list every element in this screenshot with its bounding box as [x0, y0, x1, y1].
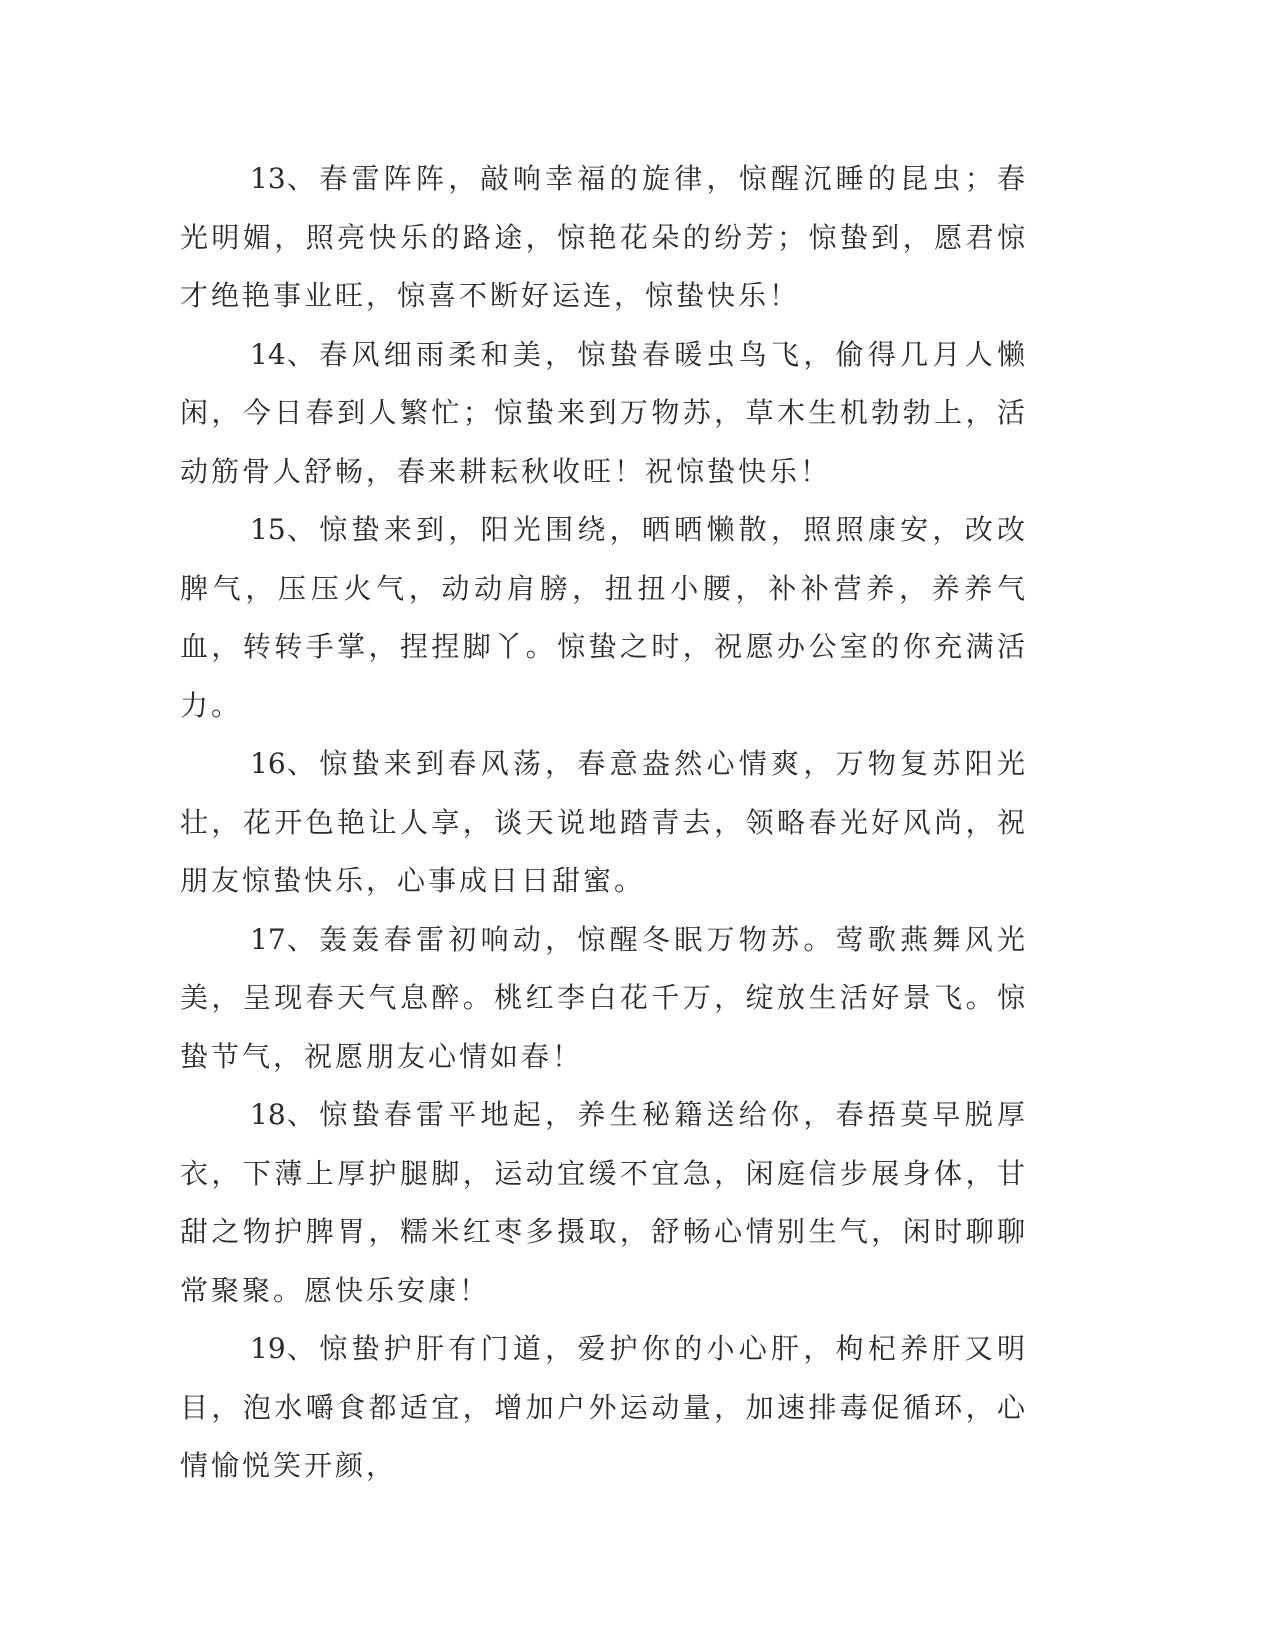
paragraph-number: 17	[250, 922, 286, 956]
paragraph-text: 、惊蛰来到春风荡，春意盎然心情爽，万物复苏阳光壮，花开色艳让人享，谈天说地踏青去，领略春光好风尚，祝朋友惊蛰快乐，心事成日日甜蜜。	[180, 747, 1028, 897]
paragraph-text: 、惊蛰春雷平地起，养生秘籍送给你，春捂莫早脱厚衣，下薄上厚护腿脚，运动宜缓不宜急，闲庭信步展身体，甘甜之物护脾胃，糯米红枣多摄取，舒畅心情别生气，闲时聊聊常聚聚。愿快乐安康！	[180, 1098, 1028, 1307]
paragraph-16	[180, 735, 1028, 911]
paragraph-number: 13	[250, 162, 286, 195]
paragraph-text: 、轰轰春雷初响动，惊醒冬眠万物苏。莺歌燕舞风光美，呈现春天气息醉。桃红李白花千万，绽放生活好景飞。惊蛰节气，祝愿朋友心情如春！	[180, 922, 1028, 1073]
document-body	[180, 150, 1028, 1496]
paragraph-15	[180, 501, 1028, 735]
paragraph-13	[180, 150, 1028, 326]
paragraph-text: 、惊蛰护肝有门道，爱护你的小心肝，枸杞养肝又明目，泡水嚼食都适宜，增加户外运动量，加速排毒促循环，心情愉悦笑开颜，	[180, 1332, 1028, 1482]
paragraph-17	[180, 911, 1028, 1087]
paragraph-number: 14	[250, 337, 286, 371]
paragraph-number: 16	[250, 747, 286, 780]
paragraph-number: 15	[250, 513, 286, 546]
paragraph-text: 、惊蛰来到，阳光围绕，晒晒懒散，照照康安，改改脾气，压压火气，动动肩膀，扭扭小腰，补补营养，养养气血，转转手掌，捏捏脚丫。惊蛰之时，祝愿办公室的你充满活力。	[180, 513, 1028, 722]
paragraph-text: 、春雷阵阵，敲响幸福的旋律，惊醒沉睡的昆虫；春光明媚，照亮快乐的路途，惊艳花朵的纷芳；惊蛰到，愿君惊才绝艳事业旺，惊喜不断好运连，惊蛰快乐！	[180, 162, 1028, 312]
paragraph-19	[180, 1320, 1028, 1496]
paragraph-number: 18	[250, 1098, 286, 1131]
paragraph-14	[180, 326, 1028, 502]
paragraph-number: 19	[250, 1332, 286, 1365]
paragraph-text: 、春风细雨柔和美，惊蛰春暖虫鸟飞，偷得几月人懒闲，今日春到人繁忙；惊蛰来到万物苏，草木生机勃勃上，活动筋骨人舒畅，春来耕耘秋收旺！祝惊蛰快乐！	[180, 337, 1028, 488]
paragraph-18	[180, 1086, 1028, 1320]
